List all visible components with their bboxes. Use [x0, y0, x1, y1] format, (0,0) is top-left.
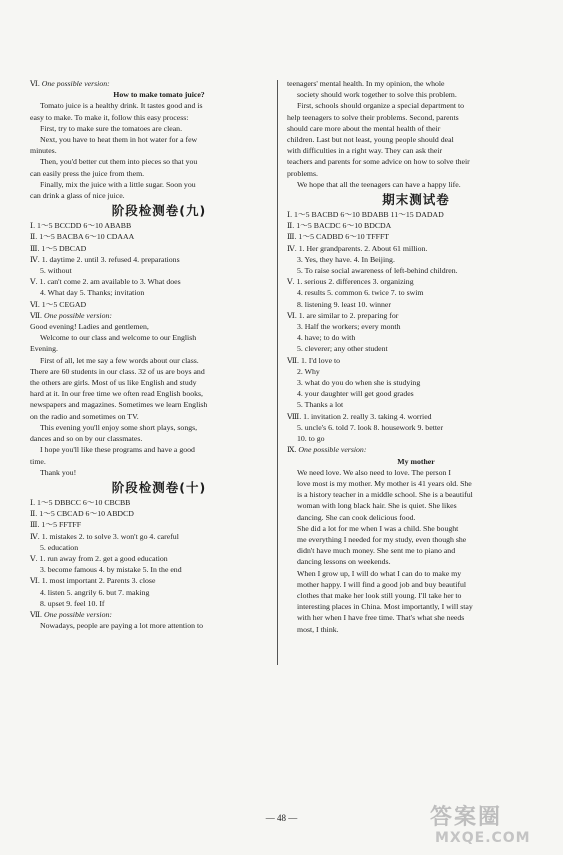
text-line: mother happy. I will find a good job and buy beautiful: [297, 579, 467, 589]
text-line: Ⅳ. 1. daytime 2. until 3. refused 4. preparations: [30, 254, 180, 264]
text-line: woman with long black hair. She is quiet. She likes: [297, 501, 457, 511]
text-line: teachers and parents for some advice on how to solve their: [287, 157, 470, 167]
text-line: First, schools should organize a special department to: [297, 101, 465, 111]
text-line: Ⅷ. 1. invitation 2. really 3. taking 4. worried: [287, 411, 432, 421]
section-title: 阶段检测卷(十): [111, 479, 207, 495]
text-line: love most is my mother. My mother is 41 years old. She: [297, 478, 472, 488]
text-line: I hope you'll like these programs and have a good: [40, 445, 195, 455]
right-column: [287, 78, 545, 635]
text-line: Good evening! Ladies and gentlemen,: [30, 322, 149, 332]
text-line: Finally, mix the juice with a little sugar. Soon you: [40, 179, 196, 189]
watermark-url: MXQE.COM: [435, 830, 531, 846]
text-line: Ⅵ. 1. most important 2. Parents 3. close: [30, 576, 156, 586]
text-line: 4. What day 5. Thanks; invitation: [40, 288, 145, 298]
text-line: hard at it. In our free time we often read English books,: [30, 389, 203, 399]
essay-body: [30, 321, 288, 478]
watermark-text: 答案圈: [430, 805, 503, 830]
text-line: 3. what do you do when she is studying: [297, 378, 421, 388]
text-line: Ⅲ. 1～5 DBCAD: [30, 243, 87, 253]
essay-title: My mother: [397, 456, 435, 466]
text-line: time.: [30, 456, 46, 466]
text-line: We need love. We also need to love. The person I: [297, 467, 451, 477]
answer-block: [287, 209, 545, 444]
text-line: 2. Why: [297, 366, 320, 376]
text-line: problems.: [287, 168, 318, 178]
text-line: Ⅱ. 1～5 BACBA 6～10 CDAAA: [30, 232, 135, 242]
page-number: — 48 —: [265, 813, 298, 823]
text-line: me everything I needed for my study, even though she: [297, 534, 467, 544]
section-title: 阶段检测卷(九): [111, 203, 207, 219]
text-line: children. Last but not least, young people should deal: [287, 135, 454, 145]
version-label: Ⅶ. One possible version:: [30, 609, 112, 619]
text-line: dances and so on by our classmates.: [30, 434, 143, 444]
text-line: She did a lot for me when I was a child. She bought: [297, 523, 459, 533]
text-line: Tomato juice is a healthy drink. It tastes good and is: [40, 101, 203, 111]
essay-body: [30, 100, 288, 201]
text-line: Ⅶ. 1. I'd love to: [287, 355, 341, 365]
text-line: 8. upset 9. feel 10. If: [40, 598, 105, 608]
text-line: the others are girls. Most of us like English and study: [30, 378, 197, 388]
text-line: clothes that make her look still young. I'll take her to: [297, 590, 462, 600]
essay-body: [30, 620, 288, 631]
watermark-logo: [430, 800, 555, 850]
text-line: Ⅲ. 1～5 FFTFF: [30, 520, 82, 530]
version-label: Ⅶ. One possible version:: [30, 310, 112, 320]
text-line: First of all, let me say a few words about our class.: [40, 355, 199, 365]
text-line: dancing lessons on weekends.: [297, 557, 391, 567]
answer-block: [30, 220, 288, 310]
text-line: didn't have much money. She sent me to piano and: [297, 546, 456, 556]
text-line: Ⅱ. 1～5 BACDC 6～10 BDCDA: [287, 221, 392, 231]
version-label: Ⅵ. One possible version:: [30, 79, 110, 88]
text-line: with her when I have free time. That's what she needs: [297, 613, 465, 623]
text-line: 5. To raise social awareness of left-behind children.: [297, 266, 458, 276]
essay-title: How to make tomato juice?: [113, 90, 205, 100]
text-line: 5. cleverer; any other student: [297, 344, 388, 354]
answer-block: [30, 497, 288, 609]
text-line: 10. to go: [297, 434, 325, 444]
left-column: [30, 78, 288, 631]
version-label: Ⅸ. One possible version:: [287, 445, 367, 455]
text-line: Ⅵ. 1. are similar to 2. preparing for: [287, 310, 399, 320]
text-line: First, try to make sure the tomatoes are clean.: [40, 123, 183, 133]
text-line: teenagers' mental health. In my opinion, the whole: [287, 79, 445, 88]
section-title: 期末测试卷: [382, 192, 450, 208]
text-line: 4. results 5. common 6. twice 7. to swim: [297, 288, 424, 298]
text-line: When I grow up, I will do what I can do to make my: [297, 568, 462, 578]
text-line: Ⅰ. 1～5 BCCDD 6～10 ABABB: [30, 221, 132, 231]
text-line: newspapers and magazines. Sometimes we learn English: [30, 400, 208, 410]
text-line: help teenagers to solve their problems. Second, parents: [287, 112, 459, 122]
text-line: 3. become famous 4. by mistake 5. In the end: [40, 565, 182, 575]
text-line: minutes.: [30, 146, 57, 156]
text-line: Ⅰ. 1～5 DBBCC 6～10 CBCBB: [30, 497, 131, 507]
text-line: should care more about the mental health of their: [287, 123, 441, 133]
text-line: 4. listen 5. angrily 6. but 7. making: [40, 587, 150, 597]
text-line: Ⅴ. 1. can't come 2. am available to 3. What does: [30, 277, 181, 287]
text-line: Ⅴ. 1. run away from 2. get a good education: [30, 553, 168, 563]
text-line: is a history teacher in a middle school. She is a beautiful: [297, 490, 473, 500]
essay-body: [287, 467, 545, 635]
text-line: We hope that all the teenagers can have a happy life.: [297, 179, 461, 189]
text-line: This evening you'll enjoy some short plays, songs,: [40, 422, 198, 432]
text-line: dancing. She can cook delicious food.: [297, 512, 416, 522]
text-line: 5. education: [40, 542, 79, 552]
text-line: on the radio and sometimes on TV.: [30, 411, 139, 421]
text-line: 5. uncle's 6. told 7. look 8. housework 9. better: [297, 422, 444, 432]
text-line: society should work together to solve this problem.: [297, 90, 457, 100]
text-line: Then, you'd better cut them into pieces so that you: [40, 157, 198, 167]
text-line: Welcome to our class and welcome to our English: [40, 333, 197, 343]
text-line: 5. Thanks a lot: [297, 400, 344, 410]
text-line: most, I think.: [297, 624, 339, 634]
text-line: 4. your daughter will get good grades: [297, 389, 414, 399]
text-line: Ⅱ. 1～5 CBCAD 6～10 ABDCD: [30, 509, 134, 519]
text-line: Next, you have to heat them in hot water for a few: [40, 135, 198, 145]
text-line: Ⅲ. 1～5 CADBD 6～10 TFFFT: [287, 232, 390, 242]
text-line: Ⅰ. 1～5 BACBD 6～10 BDABB 11～15 DADAD: [287, 210, 444, 220]
text-line: Thank you!: [40, 467, 77, 477]
text-line: 3. Yes, they have. 4. In Beijing.: [297, 254, 395, 264]
text-line: Nowadays, people are paying a lot more attention to: [40, 621, 204, 631]
text-line: 8. listening 9. least 10. winner: [297, 299, 391, 309]
text-line: Ⅵ. 1～5 CEGAD: [30, 299, 87, 309]
text-line: 4. have; to do with: [297, 333, 356, 343]
text-line: Ⅴ. 1. serious 2. differences 3. organizing: [287, 277, 414, 287]
text-line: 5. without: [40, 266, 72, 276]
text-line: Evening.: [30, 344, 58, 354]
text-line: with difficulties in a right way. They can ask their: [287, 146, 443, 156]
essay-body: [287, 78, 545, 190]
text-line: easy to make. To make it, follow this easy process:: [30, 112, 189, 122]
text-line: can drink a glass of nice juice.: [30, 191, 125, 201]
text-line: Ⅳ. 1. Her grandparents. 2. About 61 million.: [287, 243, 428, 253]
text-line: interesting places in China. Most importantly, I will stay: [297, 602, 473, 612]
text-line: can easily press the juice from them.: [30, 168, 145, 178]
text-line: Ⅳ. 1. mistakes 2. to solve 3. won't go 4. careful: [30, 531, 179, 541]
text-line: 3. Half the workers; every month: [297, 322, 401, 332]
text-line: There are 60 students in our class. 32 of us are boys and: [30, 366, 205, 376]
